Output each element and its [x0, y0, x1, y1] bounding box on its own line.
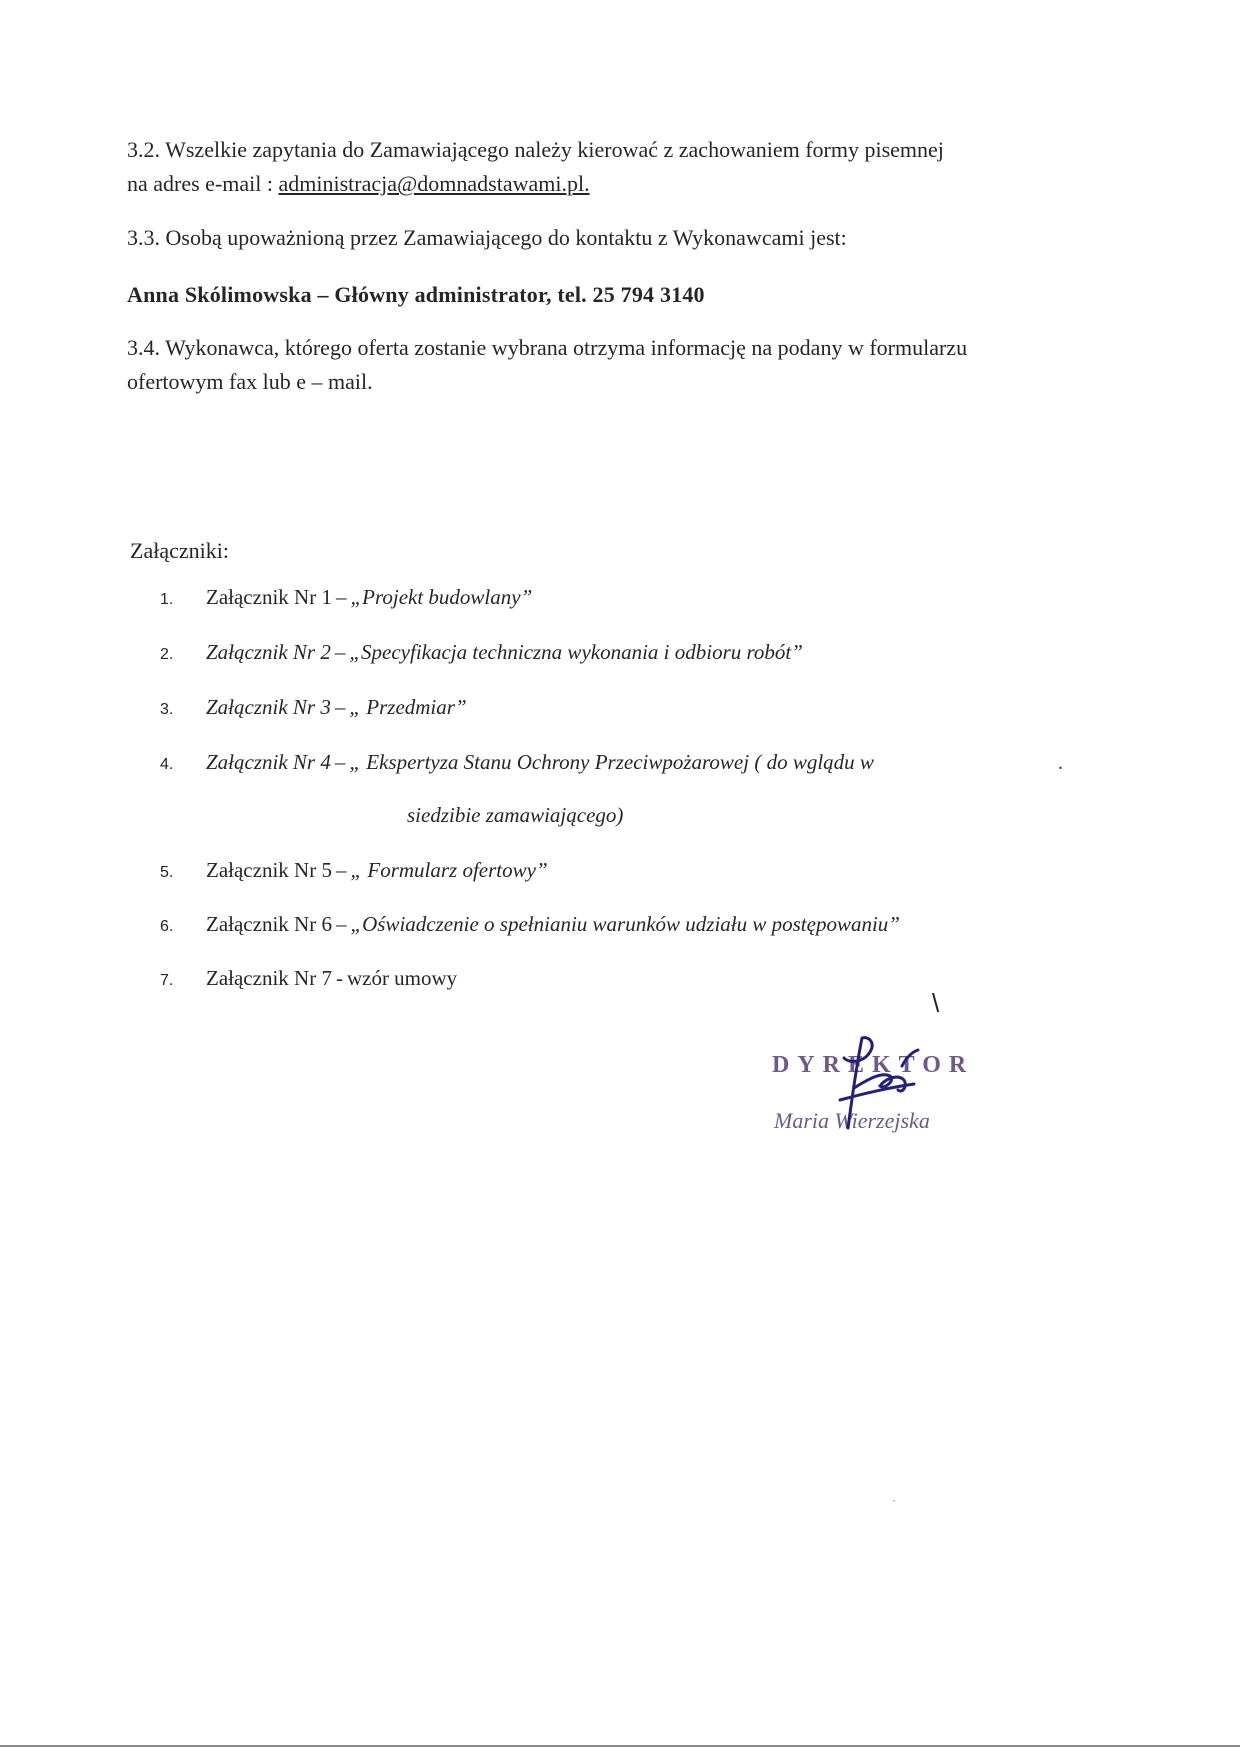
- email-link[interactable]: administracja@domnadstawami.pl.: [278, 171, 590, 196]
- section-3-2: [127, 133, 1087, 201]
- section-text: Osobą upoważnioną przez Zamawiającego do kontaktu z Wykonawcami jest:: [165, 225, 847, 250]
- list-number: 4.: [160, 756, 174, 773]
- attachment-title: wzór umowy: [346, 966, 458, 990]
- attachment-title: „ Przedmiar”: [349, 695, 467, 719]
- section-3-4: [127, 331, 1087, 399]
- list-item: 2. Załącznik Nr 2 – „Specyfikacja techniczna wykonania i odbioru robót”: [160, 640, 803, 664]
- section-text: Wszelkie zapytania do Zamawiającego należy kierować z zachowaniem formy pisemnej: [165, 137, 944, 162]
- list-item: 6. Załącznik Nr 6 – „Oświadczenie o spełnianiu warunków udziału w postępowaniu”: [160, 912, 900, 936]
- stamp-title: DYREKTOR: [772, 1052, 975, 1078]
- stray-tick-mark: \: [932, 988, 940, 1018]
- attachment-title: „ Ekspertyza Stanu Ochrony Przeciwpożarowej ( do wglądu w: [349, 750, 874, 774]
- attachment-title: „Oświadczenie o spełnianiu warunków udziału w postępowaniu”: [350, 912, 900, 936]
- contact-person: Anna Skólimowska – Główny administrator, tel. 25 794 3140: [127, 282, 705, 307]
- list-number: 7.: [160, 972, 174, 989]
- section-text: ofertowym fax lub e – mail.: [127, 369, 373, 394]
- attachment-label: Załącznik Nr 4: [206, 750, 331, 774]
- attachment-title: „Specyfikacja techniczna wykonania i odbioru robót”: [349, 640, 803, 664]
- director-stamp: [770, 1030, 990, 1150]
- list-item: 3. Załącznik Nr 3 – „ Przedmiar”: [160, 695, 467, 719]
- section-text: Wykonawca, którego oferta zostanie wybrana otrzyma informację na podany w formularzu: [165, 335, 968, 360]
- list-number: 5.: [160, 864, 174, 881]
- section-text: na adres e-mail :: [127, 171, 279, 196]
- list-item: 5. Załącznik Nr 5 – „ Formularz ofertowy”: [160, 858, 548, 882]
- list-item: 4. Załącznik Nr 4 – „ Ekspertyza Stanu Ochrony Przeciwpożarowej ( do wglądu w: [160, 750, 874, 774]
- handwritten-signature-icon: [810, 1028, 930, 1138]
- attachment-title: „ Formularz ofertowy”: [350, 858, 548, 882]
- scan-speck: [893, 1500, 895, 1502]
- attachment-title: „Projekt budowlany”: [350, 585, 533, 609]
- stamp-name: Maria Wierzejska: [774, 1108, 930, 1133]
- attachment-label: Załącznik Nr 3: [206, 695, 331, 719]
- stray-dot: .: [1058, 752, 1063, 774]
- list-number: 3.: [160, 701, 174, 718]
- attachment-title-continuation: siedzibie zamawiającego): [407, 803, 624, 827]
- list-item: 7. Załącznik Nr 7 - wzór umowy: [160, 966, 458, 990]
- list-item: 1. Załącznik Nr 1 – „Projekt budowlany”: [160, 585, 533, 609]
- attachment-label: Załącznik Nr 7: [206, 966, 332, 990]
- attachment-label: Załącznik Nr 1: [206, 585, 332, 609]
- list-number: 6.: [160, 918, 174, 935]
- list-number: 1.: [160, 591, 174, 608]
- attachment-label: Załącznik Nr 6: [206, 912, 332, 936]
- section-number: 3.4.: [127, 335, 160, 360]
- scan-bottom-edge: [0, 1745, 1240, 1747]
- section-number: 3.2.: [127, 137, 160, 162]
- attachments-heading: Załączniki:: [130, 538, 229, 563]
- attachment-label: Załącznik Nr 5: [206, 858, 332, 882]
- section-3-3: [127, 221, 1087, 255]
- list-number: 2.: [160, 646, 174, 663]
- attachment-label: Załącznik Nr 2: [206, 640, 331, 664]
- section-number: 3.3.: [127, 225, 160, 250]
